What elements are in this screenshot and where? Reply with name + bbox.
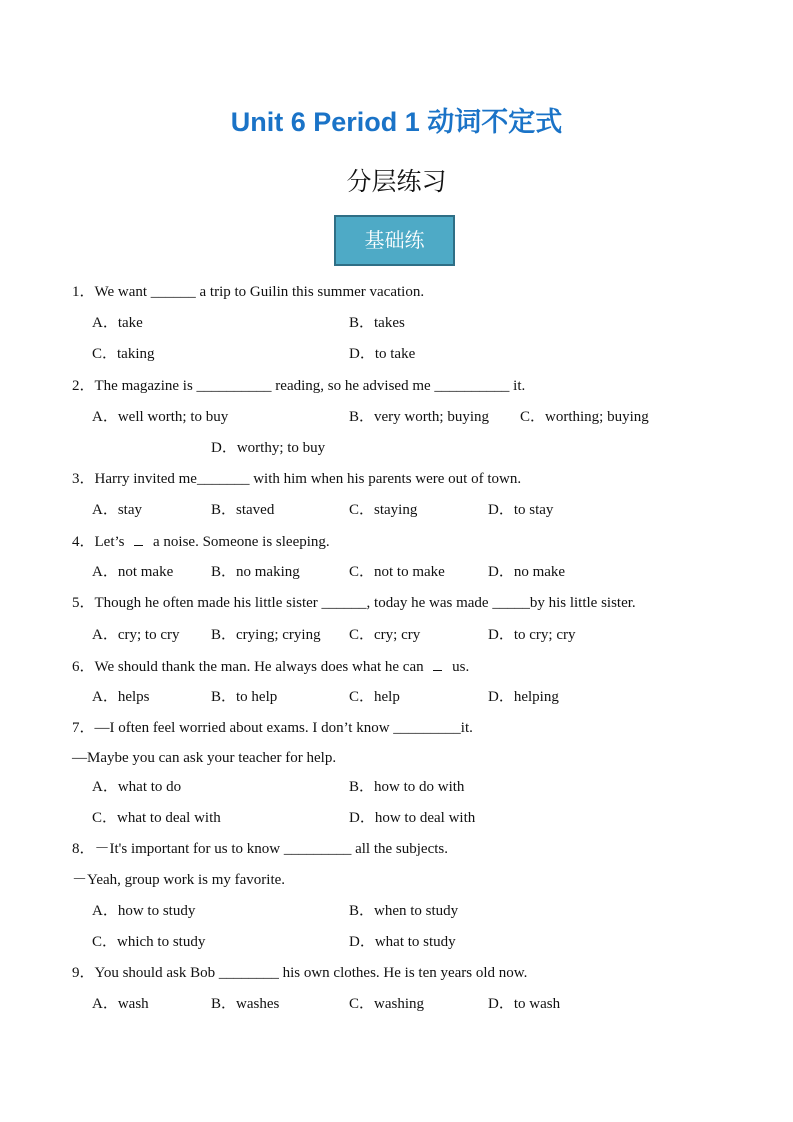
question-2-option-c: C．worthing; buying [520, 409, 649, 425]
question-5-option-b: B．crying; crying [211, 627, 321, 643]
question-7-option-b: B．how to do with [349, 779, 465, 795]
question-8-option-d: D．what to study [349, 934, 456, 950]
question-9-option-c: C．washing [349, 996, 425, 1012]
question-6-stem-end: us. [452, 659, 470, 675]
question-9-option-b: B．washes [211, 996, 280, 1012]
question-6-option-b: B．to help [211, 689, 278, 705]
question-3-option-c: C．staying [349, 502, 418, 518]
question-4-option-a: A．not make [92, 564, 174, 580]
question-1-stem: 1．We want ______ a trip to Guilin this summer vacation. [72, 284, 425, 300]
page-title: Unit 6 Period 1 动词不定式 [230, 107, 563, 137]
question-8-option-b: B．when to study [349, 903, 459, 919]
question-5-option-a: A．cry; to cry [92, 627, 180, 643]
question-3-option-d: D．to stay [488, 502, 554, 518]
question-2-option-a: A．well worth; to buy [92, 409, 229, 425]
question-8-stem: 8．－It's important for us to know _________ all the subjects. [72, 841, 448, 857]
question-4-option-c: C．not to make [349, 564, 445, 580]
question-8-option-a: A．how to study [92, 903, 196, 919]
question-1-option-a: A．take [92, 315, 143, 331]
question-8-reply: －Yeah, group work is my favorite. [72, 872, 286, 888]
section-label: 基础练 [334, 215, 455, 266]
question-1-option-b: B．takes [349, 315, 405, 331]
question-4-stem [72, 531, 330, 552]
question-6-option-a: A．helps [92, 689, 150, 705]
question-6-blank [433, 656, 442, 671]
question-2-option-b: B．very worth; buying [349, 409, 489, 425]
page-subtitle: 分层练习 [346, 167, 447, 196]
question-3-option-a: A．stay [92, 502, 142, 518]
question-6-stem-start: 6．We should thank the man. He always does what he can [72, 659, 424, 675]
question-9-stem: 9．You should ask Bob ________ his own clothes. He is ten years old now. [72, 965, 528, 981]
question-5-option-d: D．to cry; cry [488, 627, 576, 643]
question-9-option-a: A．wash [92, 996, 149, 1012]
question-7-option-a: A．what to do [92, 779, 182, 795]
question-8-option-c: C．which to study [92, 934, 206, 950]
question-9-option-d: D．to wash [488, 996, 561, 1012]
question-4-blank [134, 531, 143, 546]
question-4-stem-start: 4．Let’s [72, 534, 125, 550]
question-2-stem: 2．The magazine is __________ reading, so he advised me __________ it. [72, 378, 526, 394]
question-7-option-d: D．how to deal with [349, 810, 476, 826]
question-5-stem: 5．Though he often made his little sister ______, today he was made _____by his little sister. [72, 595, 636, 611]
question-7-stem: 7．—I often feel worried about exams. I don’t know _________it. [72, 720, 473, 736]
question-4-option-d: D．no make [488, 564, 566, 580]
question-6-option-c: C．help [349, 689, 400, 705]
question-5-option-c: C．cry; cry [349, 627, 421, 643]
question-1-option-c: C．taking [92, 346, 155, 362]
question-7-reply: —Maybe you can ask your teacher for help. [72, 750, 337, 766]
question-4-stem-end: a noise. Someone is sleeping. [153, 534, 330, 550]
question-2-option-d: D．worthy; to buy [211, 440, 326, 456]
question-4-option-b: B．no making [211, 564, 300, 580]
question-1-option-d: D．to take [349, 346, 416, 362]
question-3-stem: 3．Harry invited me_______ with him when his parents were out of town. [72, 471, 522, 487]
question-6-option-d: D．helping [488, 689, 559, 705]
question-6-stem [72, 656, 469, 677]
question-7-option-c: C．what to deal with [92, 810, 221, 826]
question-3-option-b: B．staved [211, 502, 275, 518]
